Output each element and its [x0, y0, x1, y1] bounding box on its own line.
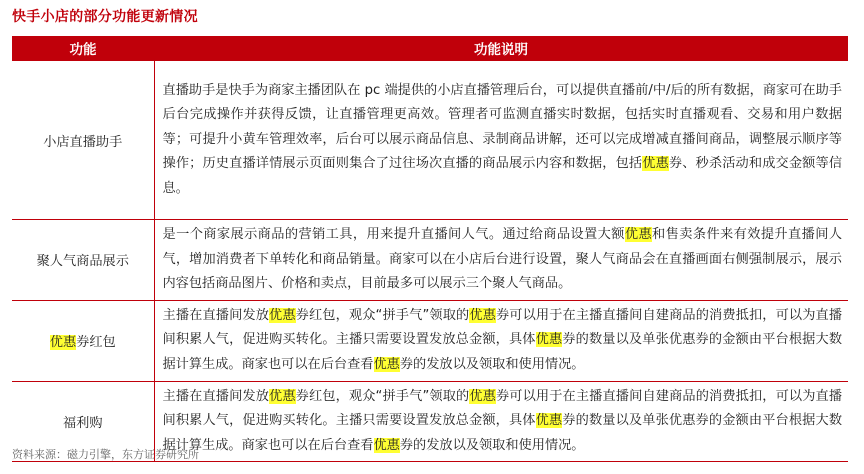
highlighted-keyword: 优惠 [269, 388, 296, 404]
feature-table [12, 36, 848, 462]
text-segment: 券红包，观众“拼手气”领取的 [295, 388, 470, 404]
feature-description [154, 61, 848, 220]
text-segment: 券、秒杀活动和成交金额等信息。 [162, 156, 843, 196]
feature-description [154, 220, 848, 301]
highlighted-keyword: 优惠 [535, 332, 563, 348]
table-header-row [12, 36, 848, 61]
text-segment: 券可以用于在主播直播间自建商品的消费抵扣，可以为直播间积累人气，促进购买转化。主播只需要设置发放总金额，具体 [162, 388, 843, 429]
text-segment: 券红包，观众“拼手气”领取的 [295, 307, 470, 323]
text-segment: 是一个商家展示商品的营销工具，用来提升直播间人气。通过给商品设置大额 [162, 227, 625, 242]
feature-name [12, 300, 154, 381]
highlighted-keyword: 优惠 [49, 335, 77, 351]
text-segment: 券的发放以及领取和使用情况。 [399, 437, 585, 453]
text-segment: 主播在直播间发放 [162, 388, 270, 404]
text-segment: 小店直播助手 [43, 134, 123, 150]
highlighted-keyword: 优惠 [373, 437, 400, 453]
text-segment: 和售卖条件来有效提升直播间人气，增加消费者下单转化和商品销量。商家可以在小店后台进行设置，聚人气商品会在直播画面右侧强制展示，展示内容包括商品图片、价格和卖点，目前最多可以展示三个聚人气商品。 [162, 227, 843, 292]
highlighted-keyword: 优惠 [469, 307, 496, 323]
text-segment: 直播助手是快手为商家主播团队在 pc 端提供的小店直播管理后台，可以提供直播前/中/后的所有数据，商家可在助手后台完成操作并获得反馈，让直播管理更高效。管理者可监测直播实时数据，包括实时直播观看、交易和用户数据等；可提升小黄车管理效率，后台可以展示商品信息、录制商品讲解，还可以完成增减直播间商品，调整展示顺序等操作；历史直播详情展示页面则集合了过往场次直播的商品展示内容和数据，包括 [162, 82, 842, 172]
highlighted-keyword: 优惠 [535, 413, 563, 429]
text-segment: 券的数量以及单张优惠券的金额由平台根据大数据计算生成。商家也可以在后台查看 [162, 413, 843, 453]
highlighted-keyword: 优惠 [642, 156, 669, 172]
highlighted-keyword: 优惠 [269, 307, 296, 323]
text-segment: 券可以用于在主播直播间自建商品的消费抵扣，可以为直播间积累人气，促进购买转化。主播只需要设置发放总金额，具体 [162, 307, 843, 348]
highlighted-keyword: 优惠 [624, 227, 653, 242]
feature-description [154, 381, 848, 462]
text-segment: 券的数量以及单张优惠券的金额由平台根据大数据计算生成。商家也可以在后台查看 [162, 332, 843, 372]
feature-name [12, 61, 154, 220]
page-title: 快手小店的部分功能更新情况 [12, 9, 198, 25]
column-header-feature: 功能 [12, 36, 154, 61]
highlighted-keyword: 优惠 [373, 356, 400, 372]
column-header-description: 功能说明 [154, 36, 848, 61]
text-segment: 券的发放以及领取和使用情况。 [399, 356, 585, 372]
text-segment: 聚人气商品展示 [36, 254, 129, 270]
table-row [12, 300, 848, 381]
table-row [12, 220, 848, 301]
text-segment: 券红包 [76, 335, 116, 351]
text-segment: 福利购 [62, 415, 103, 431]
source-note: 资料来源：磁力引擎，东方证券研究所 [12, 448, 199, 461]
feature-name [12, 220, 154, 301]
table-row [12, 61, 848, 220]
highlighted-keyword: 优惠 [469, 388, 496, 404]
feature-description [154, 300, 848, 381]
text-segment: 主播在直播间发放 [162, 307, 270, 323]
